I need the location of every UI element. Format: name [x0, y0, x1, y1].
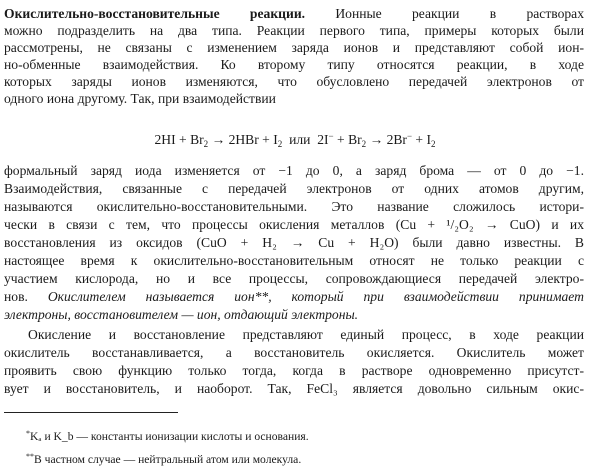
eq-sup: − [328, 131, 334, 141]
paragraph1-line-2: можно подразделить на два типа. Реакции первого типа, примеры которых были [4, 23, 584, 38]
footnote-2 [26, 450, 301, 467]
footnote-divider [4, 412, 178, 413]
eq-connector: или [282, 132, 318, 147]
paragraph3-line-1: Окисление и восстановление представляют единый процесс, в ходе реакции [28, 327, 584, 342]
paragraph2-line-5: восстановления из оксидов (CuO + H₂ → Cu + H₂O) были давно известны. В [4, 235, 584, 250]
text-span: нов. [4, 289, 48, 304]
paragraph3-line-3: проявить свою функцию только тогда, когда в растворе одновременно присутст- [4, 363, 584, 378]
paragraph2-line-7: участием кислорода, но и все процессы, сопровождающиеся передачей электро- [4, 271, 584, 286]
eq-part: 2I [317, 132, 329, 147]
paragraph1-line-1 [4, 6, 584, 22]
paragraph2-line-8 [4, 289, 584, 305]
eq-part: → 2Br [366, 132, 407, 147]
eq-part: → 2HBr + I [208, 132, 278, 147]
section-heading: Окислительно-восстановительные реакции. [4, 6, 306, 21]
eq-part: + I [412, 132, 432, 147]
eq-sub: 2 [361, 139, 367, 149]
footnote-text: Kₐ и K_b — константы ионизации кислоты и основания. [30, 430, 309, 443]
paragraph2-line-3: называются окислительно-восстановительными. Это название сложилось истори- [4, 199, 584, 214]
paragraph2-line-6: настоящее время к окислительно-восстановительным относят не только реакции с [4, 253, 584, 268]
paragraph2-line-1: формальный заряд иода изменяется от −1 до 0, а заряд брома — от 0 до −1. [4, 163, 584, 178]
paragraph2-line-4: чески в связи с тем, что процессы окисления металлов (Cu + ¹/₂O₂ → CuO) и их [4, 217, 584, 232]
paragraph1-line-6: одного иона другому. Так, при взаимодействии [4, 91, 276, 106]
eq-sub: 2 [431, 139, 436, 149]
footnote-1 [26, 427, 309, 444]
paragraph3-line-2: окислитель восстанавливается, а восстановитель окисляется. Окислитель может [4, 345, 584, 360]
paragraph3-line-4: вует и восстановитель, и наоборот. Так, FeCl₃ является довольно сильным окис- [4, 381, 584, 396]
footnote-text: В частном случае — нейтральный атом или молекула. [34, 453, 302, 466]
eq-part: + Br [333, 132, 362, 147]
eq-sub: 2 [277, 139, 283, 149]
paragraph1-line-3: рассмотрены, не связаны с изменением заряда ионов и представляют собой ион- [4, 40, 584, 55]
oxidizer-definition: Окислителем называется ион**, который при взаимодействии принимает [47, 289, 584, 304]
text-span: Ионные реакции в растворах [305, 6, 585, 21]
paragraph2-line-2: Взаимодействия, связанные с передачей электронов от одних атомов другим, [4, 181, 584, 196]
paragraph2-line-9: электроны, восстановителем — ион, отдающий электроны. [4, 307, 359, 322]
footnote-mark: * [26, 429, 30, 438]
eq-sub: 2 [203, 139, 209, 149]
chemical-equation [0, 128, 590, 152]
paragraph1-line-4: но-обменные взаимодействия. Ко второму типу относятся реакции, в ходе [4, 57, 584, 72]
footnote-mark: ** [26, 452, 34, 461]
eq-sup: − [406, 131, 413, 141]
paragraph1-line-5: которых заряды ионов изменяются, что обусловлено передачей электронов от [4, 74, 584, 89]
eq-part: 2HI + Br [154, 132, 204, 147]
